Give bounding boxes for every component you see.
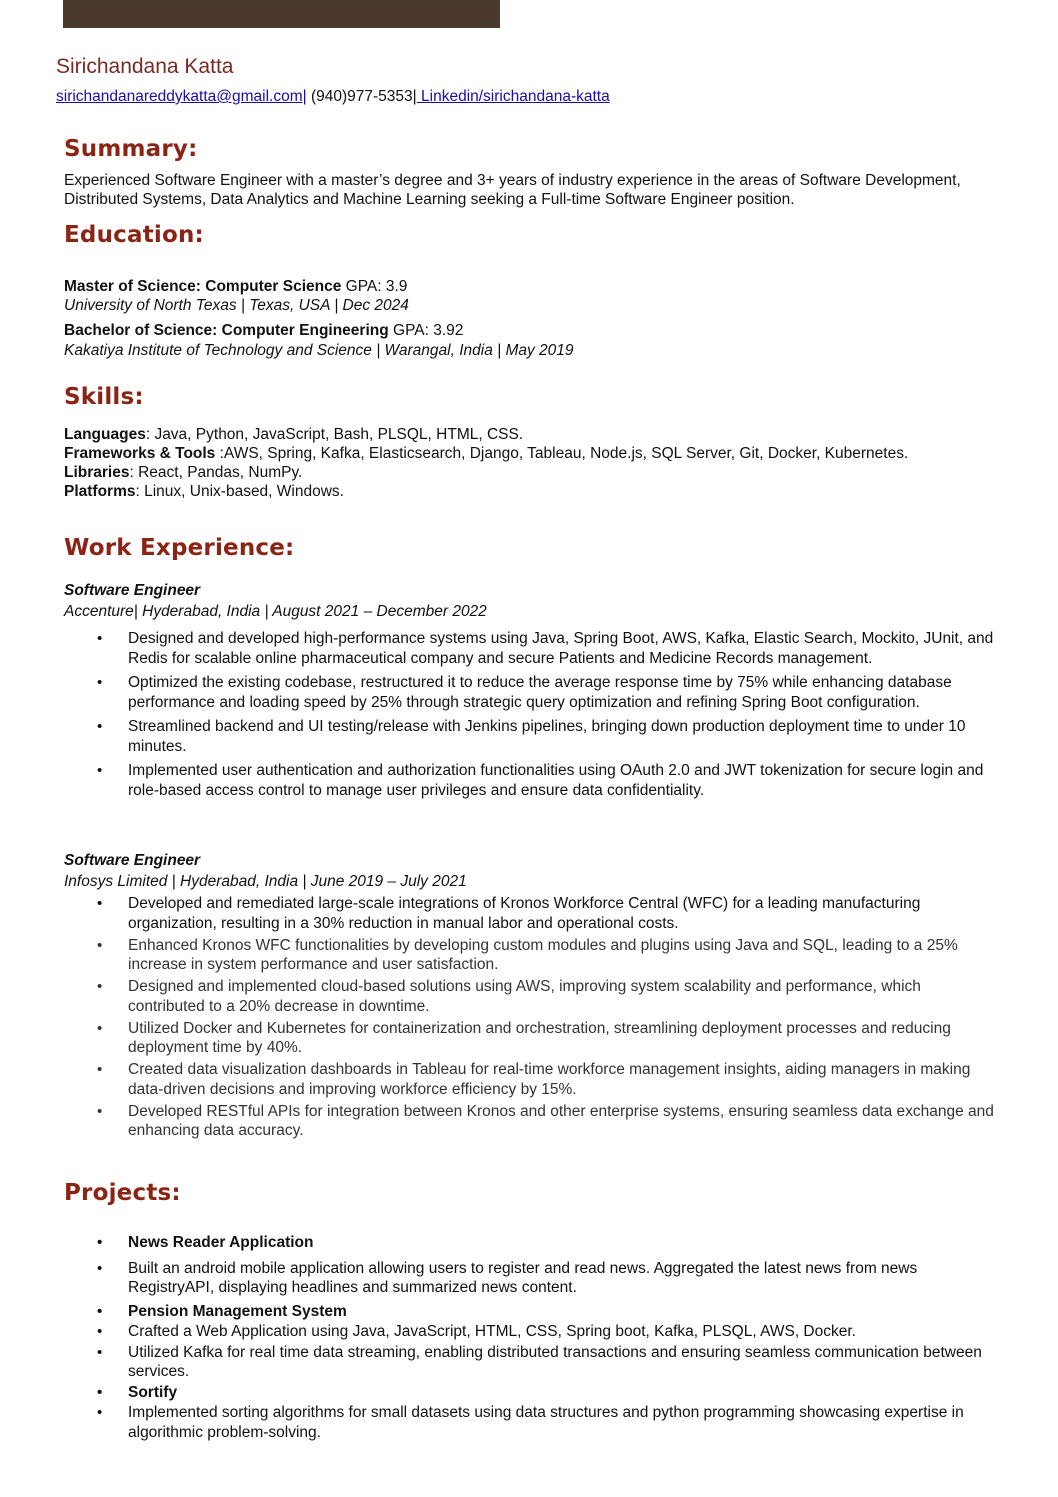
- degree-gpa: GPA: 3.92: [388, 322, 464, 339]
- degree-gpa: GPA: 3.9: [341, 278, 408, 295]
- skill-label: Libraries: [64, 464, 130, 481]
- email-link[interactable]: sirichandanareddykatta@gmail.com|: [56, 88, 307, 105]
- project-title: • Sortify: [0, 1383, 998, 1403]
- skills-heading: Skills:: [64, 384, 144, 410]
- skill-row: [64, 425, 944, 444]
- list-item: • Developed RESTful APIs for integration between Kronos and other enterprise systems, ensuring seamless data exchange and enhancing data accuracy.: [0, 1102, 998, 1141]
- education-degree: [64, 278, 407, 296]
- skill-label: Languages: [64, 426, 146, 443]
- education-heading: Education:: [64, 222, 204, 248]
- job-title: Software Engineer: [64, 582, 201, 599]
- experience-heading: Work Experience:: [64, 535, 295, 561]
- skill-row: [64, 482, 944, 501]
- skill-value: :AWS, Spring, Kafka, Elasticsearch, Django, Tableau, Node.js, SQL Server, Git, Docker, Kubernetes.: [215, 445, 909, 462]
- header-bar: [63, 0, 500, 28]
- list-item: • Designed and implemented cloud-based solutions using AWS, improving system scalability and performance, which contributed to a 20% decrease in downtime.: [0, 977, 998, 1016]
- skill-label: Frameworks & Tools: [64, 445, 216, 462]
- education-place: Kakatiya Institute of Technology and Science | Warangal, India | May 2019: [64, 342, 574, 359]
- list-item: • Designed and developed high-performance systems using Java, Spring Boot, AWS, Kafka, Elastic Search, Mockito, JUnit, and Redis for scalable online pharmaceutical company and secure Patients and Medicine Records management.: [0, 629, 998, 668]
- job-bullets: [0, 894, 1000, 1143]
- list-item: • Optimized the existing codebase, restructured it to reduce the average response time by 75% while enhancing database performance and loading speed by 25% through strategic query optimization and refining Spring Boot configuration.: [0, 673, 998, 712]
- list-item: • Enhanced Kronos WFC functionalities by developing custom modules and plugins using Java and SQL, leading to a 25% increase in system performance and user satisfaction.: [0, 936, 998, 975]
- skills-list: [64, 425, 944, 501]
- degree-title: Bachelor of Science: Computer Engineering: [64, 322, 389, 339]
- project-title: • Pension Management System: [0, 1302, 998, 1322]
- summary-heading: Summary:: [64, 136, 198, 162]
- list-item: • Streamlined backend and UI testing/release with Jenkins pipelines, bringing down production deployment time to under 10 minutes.: [0, 717, 998, 756]
- skill-row: [64, 463, 944, 482]
- project-list: [0, 1233, 1000, 1446]
- phone-number: (940)977-5353|: [306, 88, 417, 105]
- skill-value: : Linux, Unix-based, Windows.: [135, 483, 344, 500]
- list-item: • Created data visualization dashboards in Tableau for real-time workforce management insights, aiding managers in making data-driven decisions and improving workforce efficiency by 15%.: [0, 1060, 998, 1099]
- project-detail: • Utilized Kafka for real time data streaming, enabling distributed transactions and ensuring seamless communication between services.: [0, 1343, 998, 1382]
- project-detail: • Implemented sorting algorithms for small datasets using data structures and python programming showcasing expertise in algorithmic problem-solving.: [0, 1403, 998, 1442]
- projects-heading: Projects:: [64, 1180, 181, 1206]
- project-detail: • Crafted a Web Application using Java, JavaScript, HTML, CSS, Spring boot, Kafka, PLSQL, AWS, Docker.: [0, 1322, 998, 1342]
- list-item: • Developed and remediated large-scale integrations of Kronos Workforce Central (WFC) for a leading manufacturing organization, resulting in a 30% reduction in manual labor and operational costs.: [0, 894, 998, 933]
- job-title: Software Engineer: [64, 852, 201, 869]
- list-item: • Utilized Docker and Kubernetes for containerization and orchestration, streamlining deployment processes and reducing deployment time by 40%.: [0, 1019, 998, 1058]
- project-title: • News Reader Application: [0, 1233, 998, 1253]
- list-item: • Implemented user authentication and authorization functionalities using OAuth 2.0 and JWT tokenization for secure login and role-based access control to manage user privileges and ensure data confidentiality.: [0, 761, 998, 800]
- skill-row: [64, 444, 944, 463]
- contact-line: [56, 88, 610, 106]
- linkedin-link[interactable]: Linkedin/sirichandana-katta: [416, 88, 610, 105]
- project-detail: • Built an android mobile application allowing users to register and read news. Aggregated the latest news from news RegistryAPI, displaying headlines and summarized news content.: [0, 1259, 998, 1298]
- skill-value: : Java, Python, JavaScript, Bash, PLSQL, HTML, CSS.: [145, 426, 524, 443]
- candidate-name: Sirichandana Katta: [56, 55, 234, 78]
- degree-title: Master of Science: Computer Science: [64, 278, 342, 295]
- job-place: Accenture| Hyderabad, India | August 2021 – December 2022: [64, 603, 487, 620]
- skill-value: : React, Pandas, NumPy.: [129, 464, 303, 481]
- job-place: Infosys Limited | Hyderabad, India | June 2019 – July 2021: [64, 873, 467, 890]
- summary-text: Experienced Software Engineer with a master’s degree and 3+ years of industry experience in the areas of Software Development, Distributed Systems, Data Analytics and Machine Learning seeking a Full-time Software Engineer position.: [64, 172, 961, 208]
- skill-label: Platforms: [64, 483, 136, 500]
- education-place: University of North Texas | Texas, USA | Dec 2024: [64, 297, 409, 314]
- education-degree: [64, 322, 463, 340]
- job-bullets: [0, 629, 1000, 805]
